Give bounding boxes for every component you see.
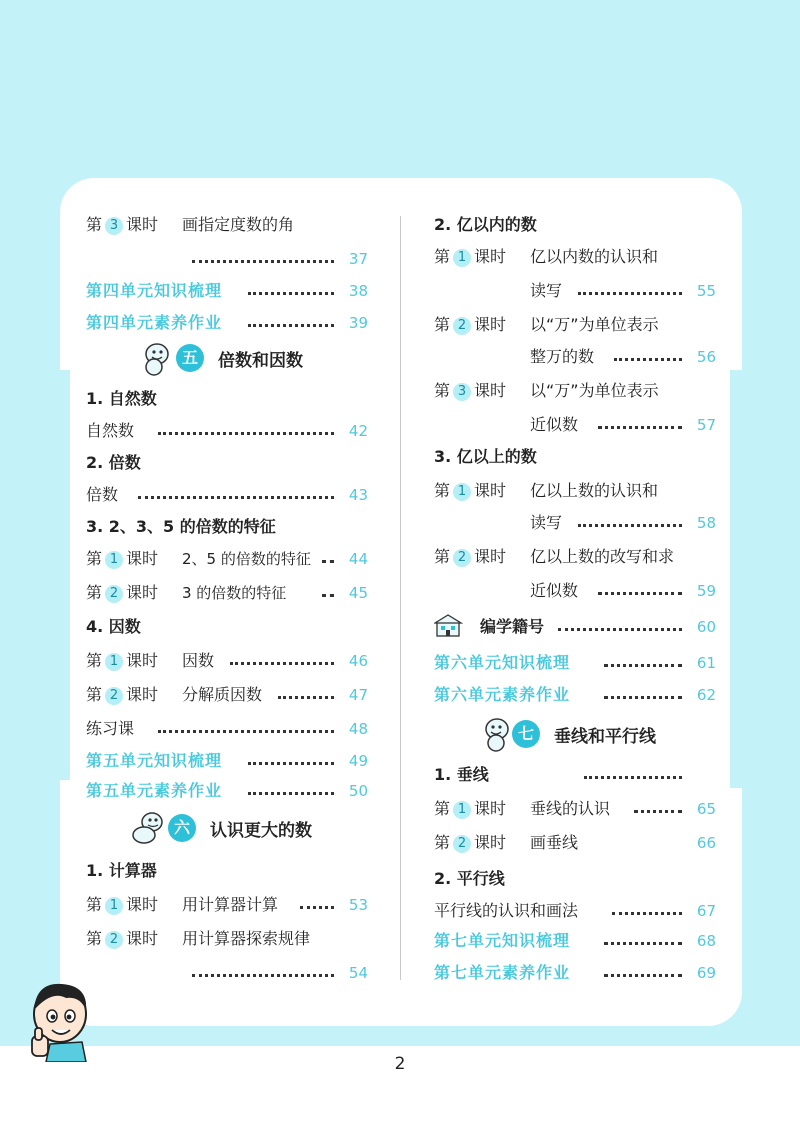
page-ref: 38 — [348, 282, 368, 300]
page-ref: 37 — [348, 250, 368, 268]
leader-dots — [584, 762, 682, 788]
toc-entry[interactable]: 第 2 课时 以“万”为单位表示 — [434, 312, 716, 338]
entry-title: 第六单元知识梳理 — [434, 653, 571, 672]
unit-title: 认识更大的数 — [210, 821, 312, 841]
leader-dots — [230, 648, 334, 674]
leader-dots — [558, 614, 682, 640]
entry-title: 亿以上数的改写和求 — [530, 547, 675, 566]
entry-title: 第五单元素养作业 — [86, 781, 223, 800]
section-heading: 2. 倍数 — [86, 453, 141, 472]
lesson-number-badge: 2 — [105, 687, 123, 705]
dinosaur-mascot-icon — [142, 340, 172, 376]
column-divider — [400, 216, 401, 980]
toc-entry-review[interactable] — [434, 650, 716, 676]
unit-number-badge: 七 — [512, 720, 540, 748]
entry-title: 用计算器计算 — [182, 895, 279, 914]
page-ref: 44 — [348, 550, 368, 568]
unit-heading[interactable] — [130, 814, 312, 848]
page-ref: 55 — [696, 282, 716, 300]
page-ref: 62 — [696, 686, 716, 704]
entry-title: 垂线的认识 — [530, 799, 611, 818]
leader-dots — [604, 928, 682, 954]
toc-entry[interactable]: 第 1 课时 亿以内数的认识和 — [434, 244, 716, 270]
entry-title: 以“万”为单位表示 — [530, 381, 659, 400]
toc-entry-review[interactable] — [86, 748, 368, 774]
section-heading: 3. 2、3、5 的倍数的特征 — [86, 517, 276, 536]
lesson-number-badge: 2 — [453, 549, 471, 567]
page-ref: 39 — [348, 314, 368, 332]
toc-entry[interactable]: 第 2 课时 用计算器探索规律 — [86, 926, 368, 952]
toc-entry-continuation[interactable] — [86, 960, 368, 986]
dinosaur-mascot-icon — [130, 810, 166, 846]
entry-title: 亿以内数的认识和 — [530, 247, 659, 266]
leader-dots — [248, 748, 334, 774]
leader-dots — [578, 278, 682, 304]
unit-title: 倍数和因数 — [218, 351, 303, 371]
section-heading: 1. 垂线 — [434, 762, 716, 788]
page-ref: 56 — [696, 348, 716, 366]
page-ref: 54 — [348, 964, 368, 982]
section-heading: 2. 亿以内的数 — [434, 215, 537, 234]
lesson-number-badge: 2 — [105, 931, 123, 949]
section-heading: 2. 平行线 — [434, 869, 505, 888]
page-ref: 58 — [696, 514, 716, 532]
page-ref: 68 — [696, 932, 716, 950]
toc-entry-activity[interactable] — [434, 614, 716, 640]
entry-title: 因数 — [182, 651, 215, 670]
page-ref: 49 — [348, 752, 368, 770]
toc-entry[interactable]: 第 2 课时 分解质因数 47 — [86, 682, 368, 708]
entry-title: 第四单元知识梳理 — [86, 281, 223, 300]
page-ref: 57 — [696, 416, 716, 434]
lesson-number-badge: 3 — [105, 217, 123, 235]
page-ref: 61 — [696, 654, 716, 672]
page-ref: 60 — [696, 618, 716, 636]
toc-entry[interactable] — [86, 482, 368, 508]
page-ref: 67 — [696, 902, 716, 920]
leader-dots — [578, 510, 682, 536]
dinosaur-mascot-icon — [482, 716, 512, 752]
toc-entry[interactable] — [434, 898, 716, 924]
page-ref: 66 — [696, 834, 716, 852]
toc-entry[interactable] — [86, 716, 368, 742]
toc-entry-homework[interactable] — [86, 778, 368, 804]
entry-title: 编学籍号 — [480, 617, 545, 636]
entry-title: 以“万”为单位表示 — [530, 315, 659, 334]
entry-title: 画垂线 — [530, 833, 579, 852]
toc-entry-continuation[interactable] — [434, 510, 716, 536]
entry-title: 第六单元素养作业 — [434, 685, 571, 704]
leader-dots — [248, 278, 334, 304]
lesson-number-badge: 2 — [105, 585, 123, 603]
toc-entry-review[interactable] — [434, 928, 716, 954]
toc-entry-continuation[interactable] — [86, 246, 368, 272]
entry-title: 自然数 — [86, 421, 135, 440]
section-heading: 4. 因数 — [86, 617, 141, 636]
leader-dots — [612, 898, 682, 924]
lesson-number-badge: 3 — [453, 383, 471, 401]
lesson-number-badge: 2 — [453, 835, 471, 853]
section-heading: 1. 自然数 — [86, 389, 157, 408]
leader-dots — [248, 778, 334, 804]
entry-title: 2、5 的倍数的特征 — [182, 550, 311, 568]
page-ref: 46 — [348, 652, 368, 670]
entry-title: 用计算器探索规律 — [182, 929, 311, 948]
entry-title: 读写 — [530, 281, 563, 300]
leader-dots — [604, 682, 682, 708]
lesson-number-badge: 1 — [105, 551, 123, 569]
unit-title: 垂线和平行线 — [554, 727, 656, 747]
toc-entry[interactable]: 第 1 课时 2、5 的倍数的特征 44 — [86, 546, 368, 572]
toc-entry[interactable] — [86, 418, 368, 444]
cartoon-boy-thumbs-up-icon — [22, 976, 96, 1062]
toc-entry-continuation[interactable] — [434, 278, 716, 304]
leader-dots — [604, 650, 682, 676]
entry-title: 近似数 — [530, 415, 579, 434]
leader-dots — [614, 344, 682, 370]
school-building-icon — [434, 612, 464, 640]
entry-title: 倍数 — [86, 485, 119, 504]
section-heading: 1. 计算器 — [86, 861, 157, 880]
toc-entry[interactable]: 第 1 课时 用计算器计算 53 — [86, 892, 368, 918]
section-heading: 3. 亿以上的数 — [434, 447, 537, 466]
toc-entry[interactable]: 第 3 课时 画指定度数的角 — [86, 212, 368, 238]
toc-entry[interactable]: 第 1 课时 因数 46 — [86, 648, 368, 674]
leader-dots — [192, 246, 334, 272]
leader-dots — [322, 580, 334, 606]
lesson-number-badge: 1 — [453, 249, 471, 267]
page-ref: 59 — [696, 582, 716, 600]
card-edge-tab-left — [60, 370, 70, 780]
entry-title: 第五单元知识梳理 — [86, 751, 223, 770]
entry-title: 3 的倍数的特征 — [182, 584, 287, 602]
toc-entry-continuation[interactable] — [434, 344, 716, 370]
toc-entry-continuation[interactable] — [434, 578, 716, 604]
toc-entry[interactable]: 第 3 课时 以“万”为单位表示 — [434, 378, 716, 404]
toc-entry-continuation[interactable] — [434, 412, 716, 438]
toc-entry[interactable]: 第 2 课时 3 的倍数的特征 45 — [86, 580, 368, 606]
unit-heading[interactable] — [482, 720, 656, 754]
entry-title: 平行线的认识和画法 — [434, 901, 579, 920]
toc-entry-homework[interactable] — [434, 682, 716, 708]
leader-dots — [598, 578, 682, 604]
page-ref: 65 — [696, 800, 716, 818]
page-ref: 47 — [348, 686, 368, 704]
page-ref: 69 — [696, 964, 716, 982]
leader-dots — [192, 960, 334, 986]
page-ref: 43 — [348, 486, 368, 504]
toc-entry[interactable]: 第 2 课时 亿以上数的改写和求 — [434, 544, 716, 570]
unit-number-badge: 五 — [176, 344, 204, 372]
entry-title: 第七单元知识梳理 — [434, 931, 571, 950]
entry-title: 练习课 — [86, 719, 135, 738]
leader-dots — [248, 310, 334, 336]
lesson-number-badge: 1 — [453, 801, 471, 819]
unit-heading[interactable] — [142, 344, 303, 378]
toc-entry-homework[interactable] — [86, 310, 368, 336]
lesson-number-badge: 1 — [453, 483, 471, 501]
page-ref: 48 — [348, 720, 368, 738]
entry-title: 读写 — [530, 513, 563, 532]
leader-dots — [158, 716, 334, 742]
entry-title: 近似数 — [530, 581, 579, 600]
entry-title: 第四单元素养作业 — [86, 313, 223, 332]
lesson-number-badge: 2 — [453, 317, 471, 335]
toc-entry[interactable]: 第 1 课时 垂线的认识 65 — [434, 796, 716, 822]
entry-title: 第七单元素养作业 — [434, 963, 571, 982]
entry-title: 整万的数 — [530, 347, 595, 366]
leader-dots — [322, 546, 334, 572]
unit-number-badge: 六 — [168, 814, 196, 842]
leader-dots — [158, 418, 334, 444]
leader-dots — [634, 796, 682, 822]
entry-title: 分解质因数 — [182, 685, 263, 704]
toc-entry-review[interactable] — [86, 278, 368, 304]
card-edge-tab-right — [730, 370, 742, 788]
toc-entry-homework[interactable] — [434, 960, 716, 986]
toc-entry[interactable]: 第 1 课时 亿以上数的认识和 — [434, 478, 716, 504]
leader-dots — [138, 482, 334, 508]
page-ref: 42 — [348, 422, 368, 440]
leader-dots — [598, 412, 682, 438]
leader-dots — [278, 682, 334, 708]
leader-dots — [300, 892, 334, 918]
page-ref: 50 — [348, 782, 368, 800]
lesson-number-badge: 1 — [105, 897, 123, 915]
page-number: 2 — [394, 1054, 406, 1074]
page-ref: 53 — [348, 896, 368, 914]
lesson-number-badge: 1 — [105, 653, 123, 671]
toc-entry[interactable]: 第 2 课时 画垂线 — [434, 830, 716, 856]
leader-dots — [604, 960, 682, 986]
page-ref: 45 — [348, 584, 368, 602]
entry-title: 亿以上数的认识和 — [530, 481, 659, 500]
entry-title: 画指定度数的角 — [182, 215, 295, 234]
